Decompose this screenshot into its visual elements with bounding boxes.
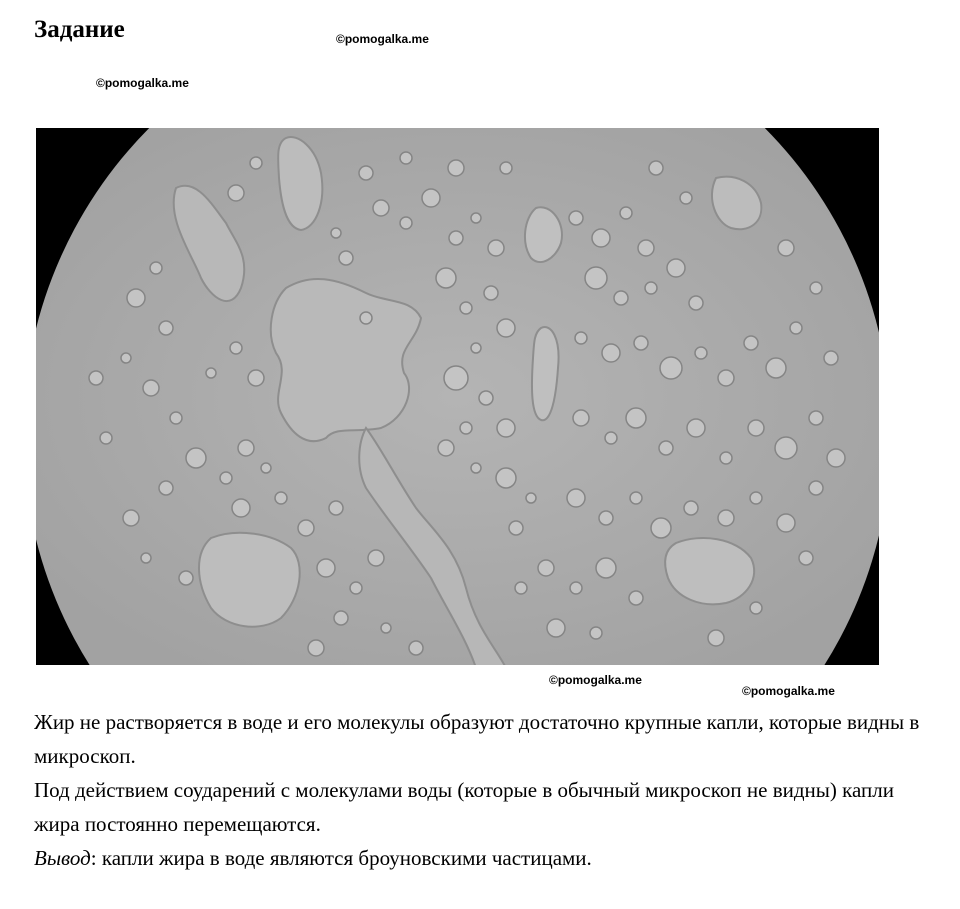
paragraph: Жир не растворяется в воде и его молекулы образуют достаточно крупные капли, которые видны в микроскоп.: [34, 710, 920, 768]
fat-blob: [525, 207, 562, 262]
page-heading: Задание: [34, 16, 125, 43]
conclusion-label: Вывод: [34, 846, 91, 870]
conclusion-text: : капли жира в воде являются броуновскими частицами.: [90, 846, 592, 870]
watermark: ©pomogalka.me: [96, 76, 189, 90]
watermark: ©pomogalka.me: [742, 684, 835, 698]
microscope-image: [36, 128, 879, 665]
watermark: ©pomogalka.me: [549, 673, 642, 687]
fat-blob: [199, 533, 300, 627]
paragraph: Под действием соударений с молекулами воды (которые в обычный микроскоп не видны) капли жира постоянно перемещаются.: [34, 778, 895, 836]
answer-text: [34, 705, 934, 875]
watermark: ©pomogalka.me: [336, 32, 429, 46]
fat-blob: [271, 279, 421, 441]
conclusion: [34, 841, 934, 875]
